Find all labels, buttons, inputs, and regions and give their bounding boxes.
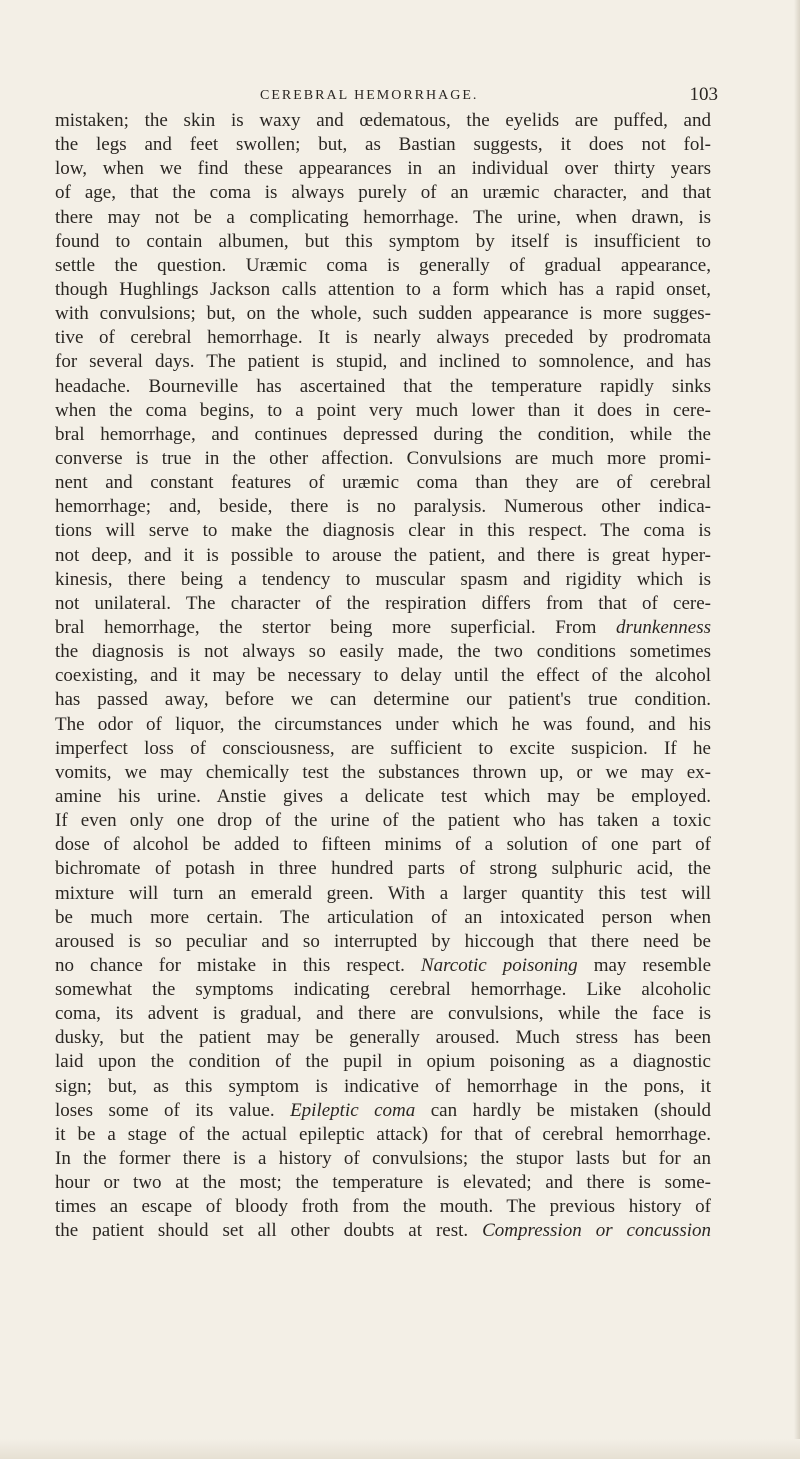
text-line (55, 809, 711, 833)
text-line (55, 1123, 711, 1147)
line-text: In the former there is a history of convulsions; the stupor lasts but for an (55, 1148, 711, 1170)
line-text: it be a stage of the actual epileptic attack) for that of cerebral hemorrhage. (55, 1123, 711, 1145)
text-line (55, 302, 711, 326)
line-text: for several days. The patient is stupid, and inclined to somnolence, and has (55, 351, 711, 373)
text-line (55, 857, 711, 881)
italic-term: Epileptic coma (290, 1099, 416, 1121)
text-line (55, 954, 711, 978)
text-line (55, 688, 711, 712)
text-line (55, 254, 711, 278)
line-text: loses some of its value. (55, 1099, 275, 1121)
line-text-after: can hardly be mistaken (should (430, 1099, 712, 1121)
line-text: coexisting, and it may be necessary to delay until the effect of the alcohol (55, 665, 711, 687)
page-bottom-shadow (0, 1439, 800, 1459)
page-number: 103 (689, 84, 718, 105)
line-text: headache. Bourneville has ascertained that the temperature rapidly sinks (55, 375, 711, 397)
text-line (55, 978, 711, 1002)
line-text: amine his urine. Anstie gives a delicate test which may be employed. (55, 785, 711, 807)
line-text: the legs and feet swollen; but, as Bastian suggests, it does not fol- (55, 134, 711, 156)
text-line (55, 1050, 711, 1074)
line-text: of age, that the coma is always purely of an uræmic character, and that (55, 182, 711, 204)
line-text: laid upon the condition of the pupil in opium poisoning as a diagnostic (55, 1051, 711, 1073)
text-line (55, 785, 711, 809)
line-text: nent and constant features of uræmic coma than they are of cerebral (55, 472, 711, 494)
text-line (55, 399, 711, 423)
line-text: If even only one drop of the urine of the patient who has taken a toxic (55, 810, 711, 832)
running-head-title: CEREBRAL HEMORRHAGE. (260, 88, 479, 103)
line-text: times an escape of bloody froth from the mouth. The previous history of (55, 1196, 711, 1218)
line-text: tive of cerebral hemorrhage. It is nearly always preceded by prodromata (55, 327, 711, 349)
text-line (55, 833, 711, 857)
text-line (55, 157, 711, 181)
line-text: with convulsions; but, on the whole, such sudden appearance is more sugges- (55, 303, 711, 325)
line-text: bral hemorrhage, and continues depressed during the condition, while the (55, 423, 711, 445)
line-text: be much more certain. The articulation of an intoxicated person when (55, 906, 711, 928)
line-text: somewhat the symptoms indicating cerebral hemorrhage. Like alcoholic (55, 979, 711, 1001)
text-line (55, 640, 711, 664)
line-text: mixture will turn an emerald green. With a larger quantity this test will (55, 882, 711, 904)
line-text: settle the question. Uræmic coma is generally of gradual appearance, (55, 254, 711, 276)
text-line (55, 713, 711, 737)
line-text: converse is true in the other affection. Convulsions are much more promi- (55, 447, 711, 469)
text-line (55, 882, 711, 906)
text-line (55, 761, 711, 785)
page-edge-shadow (794, 0, 800, 1459)
italic-term: drunkenness (616, 616, 711, 638)
line-text: bichromate of potash in three hundred parts of strong sulphuric acid, the (55, 858, 711, 880)
line-text: hour or two at the most; the temperature is elevated; and there is some- (55, 1172, 711, 1194)
text-line (55, 1147, 711, 1171)
text-line (55, 664, 711, 688)
line-text: the patient should set all other doubts at rest. (55, 1220, 469, 1242)
line-text: kinesis, there being a tendency to muscular spasm and rigidity which is (55, 568, 711, 590)
text-line (55, 423, 711, 447)
line-text: sign; but, as this symptom is indicative of hemorrhage in the pons, it (55, 1075, 711, 1097)
line-text: coma, its advent is gradual, and there are convulsions, while the face is (55, 1003, 711, 1025)
line-text: no chance for mistake in this respect. (55, 954, 405, 976)
text-line (55, 1002, 711, 1026)
text-line (55, 375, 711, 399)
line-text: bral hemorrhage, the stertor being more superficial. From (55, 616, 597, 638)
line-text-after: may resemble (593, 954, 712, 976)
text-line (55, 592, 711, 616)
text-line (55, 230, 711, 254)
text-line (55, 616, 711, 640)
text-line (55, 133, 711, 157)
italic-term: Compression or concussion (482, 1220, 711, 1242)
line-text: hemorrhage; and, beside, there is no paralysis. Numerous other indica- (55, 496, 711, 518)
text-line (55, 1171, 711, 1195)
line-text: found to contain albumen, but this symptom by itself is insufficient to (55, 230, 711, 252)
text-line (55, 471, 711, 495)
line-text: low, when we find these appearances in an individual over thirty years (55, 158, 711, 180)
text-line (55, 930, 711, 954)
line-text: tions will serve to make the diagnosis clear in this respect. The coma is (55, 520, 711, 542)
text-line (55, 109, 711, 133)
text-line (55, 181, 711, 205)
text-line (55, 447, 711, 471)
line-text: not unilateral. The character of the respiration differs from that of cere- (55, 592, 711, 614)
line-text: imperfect loss of consciousness, are sufficient to excite suspicion. If he (55, 737, 711, 759)
text-line (55, 544, 711, 568)
line-text: not deep, and it is possible to arouse the patient, and there is great hyper- (55, 544, 711, 566)
line-text: The odor of liquor, the circumstances under which he was found, and his (55, 713, 711, 735)
text-line (55, 206, 711, 230)
text-line (55, 1195, 711, 1219)
line-text: vomits, we may chemically test the substances thrown up, or we may ex- (55, 761, 711, 783)
body-text (55, 109, 711, 1244)
text-line (55, 519, 711, 543)
line-text: aroused is so peculiar and so interrupted by hiccough that there need be (55, 930, 711, 952)
line-text: when the coma begins, to a point very much lower than it does in cere- (55, 399, 711, 421)
text-line (55, 278, 711, 302)
text-line (55, 1219, 711, 1243)
text-line (55, 1099, 711, 1123)
line-text: though Hughlings Jackson calls attention to a form which has a rapid onset, (55, 278, 711, 300)
text-line (55, 1075, 711, 1099)
italic-term: Narcotic poisoning (420, 954, 578, 976)
line-text: the diagnosis is not always so easily made, the two conditions sometimes (55, 641, 711, 663)
line-text: mistaken; the skin is waxy and œdematous, the eyelids are puffed, and (55, 110, 711, 131)
line-text: dose of alcohol be added to fifteen minims of a solution of one part of (55, 834, 711, 856)
line-text: has passed away, before we can determine our patient's true condition. (55, 689, 711, 711)
text-line (55, 906, 711, 930)
line-text: dusky, but the patient may be generally aroused. Much stress has been (55, 1027, 711, 1049)
text-line (55, 495, 711, 519)
text-line (55, 737, 711, 761)
text-line (55, 1026, 711, 1050)
text-line (55, 350, 711, 374)
line-text: there may not be a complicating hemorrhage. The urine, when drawn, is (55, 206, 711, 228)
text-line (55, 568, 711, 592)
text-line (55, 326, 711, 350)
